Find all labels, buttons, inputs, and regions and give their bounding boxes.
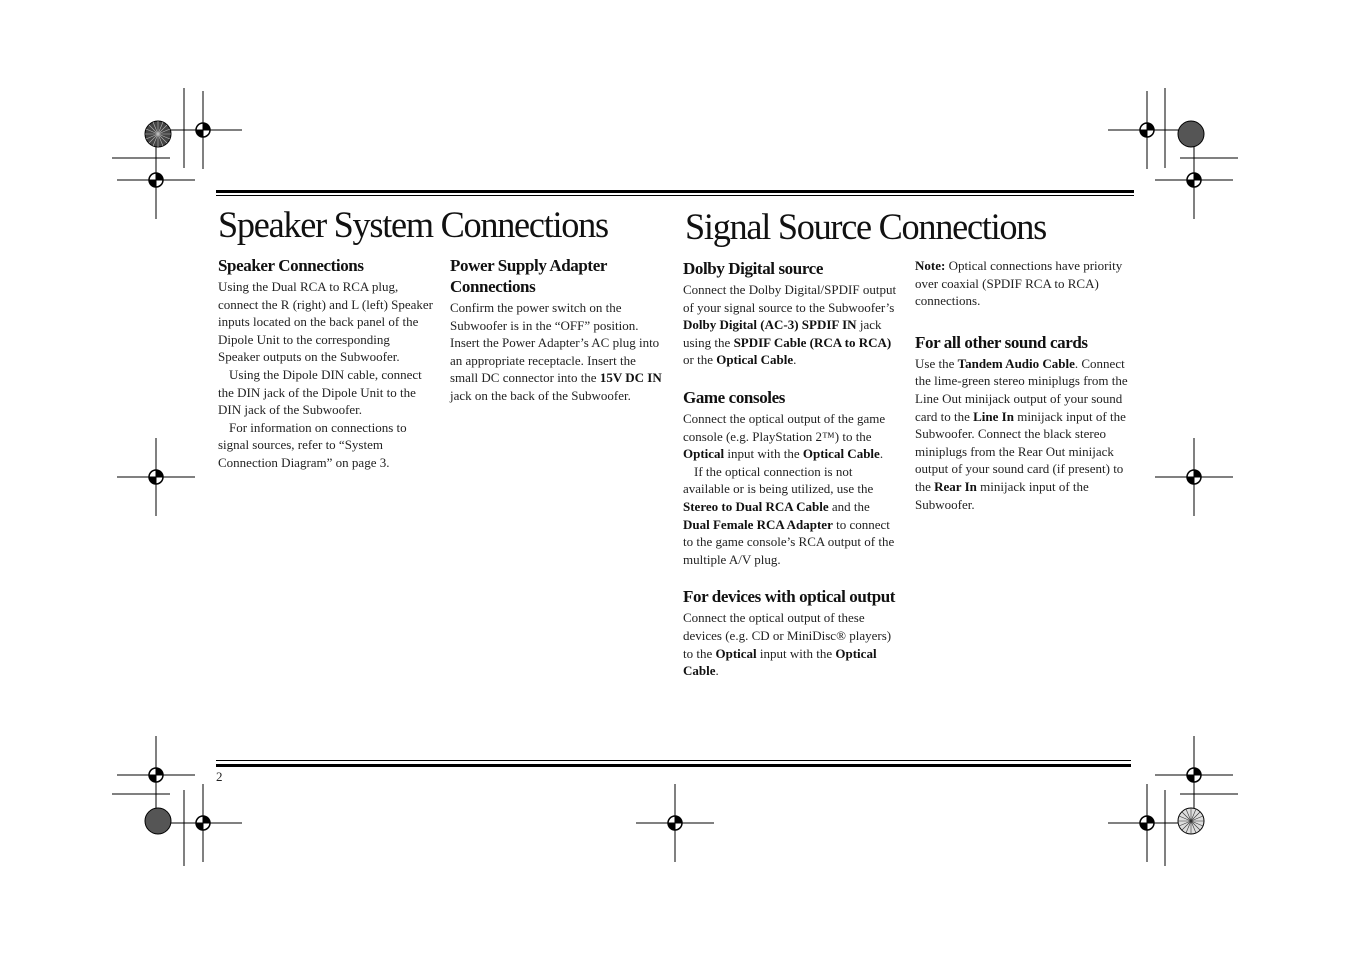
speaker-connections-section	[218, 255, 433, 472]
game-consoles-heading: Game consoles	[683, 387, 785, 407]
signal-source-col-2	[915, 257, 1130, 513]
registration-mark-icon	[1155, 141, 1233, 219]
registration-mark-icon	[1155, 438, 1233, 516]
speaker-connections-p3: For information on connections to signal sources, refer to “System Connection Diagram” on page 3.	[218, 419, 407, 470]
signal-source-col-1	[683, 258, 897, 680]
optical-devices-p1: Connect the optical output of these devices (e.g. CD or MiniDisc® players) to the Optical input with the Optical Cable.	[683, 610, 892, 679]
bottom-rule-thick	[216, 764, 1131, 767]
game-consoles-p1: Connect the optical output of the game console (e.g. PlayStation 2™) to the Optical input with the Optical Cable.	[683, 410, 886, 462]
speaker-connections-p1: Using the Dual RCA to RCA plug, connect the R (right) and L (left) Speaker inputs located on the back panel of the Dipole Unit to the corresponding Speaker outputs on the Subwoofer.	[218, 279, 434, 365]
other-sound-cards-p1: Use the Tandem Audio Cable. Connect the lime-green stereo miniplugs from the Line Out minijack output of your sound card to the Line In minijack input of the Subwoofer. Connect the black stereo miniplugs from the Rear Out minijack output of your sound card (if present) to the Rear In minijack input of the Subwoofer.	[915, 355, 1128, 512]
registration-mark-icon	[117, 438, 195, 516]
other-sound-cards-heading: For all other sound cards	[915, 332, 1088, 352]
game-consoles-p2: If the optical connection is not available or is being utilized, use the Stereo to Dual RCA Cable and the Dual Female RCA Adapter to connect to the game console’s RCA output of the multiple A/V plug.	[683, 463, 895, 567]
dolby-heading: Dolby Digital source	[683, 259, 823, 278]
density-disk-icon	[1177, 120, 1205, 148]
right-page-title: Signal Source Connections	[685, 207, 1046, 248]
bottom-rule-thin	[216, 760, 1131, 761]
speaker-connections-heading: Speaker Connections	[218, 256, 364, 275]
page-number: 2	[216, 769, 223, 784]
speaker-connections-p2: Using the Dipole DIN cable, connect the DIN jack of the Dipole Unit to the DIN jack of the Subwoofer.	[218, 366, 422, 418]
density-disk-icon	[144, 807, 172, 835]
power-supply-heading: Power Supply Adapter Connections	[450, 256, 607, 296]
registration-mark-icon	[636, 784, 714, 862]
registration-mark-icon	[164, 784, 242, 862]
top-rule-thin	[216, 195, 1134, 196]
note-paragraph: Note: Optical connections have priority over coaxial (SPDIF RCA to RCA) connections.	[915, 258, 1123, 309]
power-supply-p1: Confirm the power switch on the Subwoofer is in the “OFF” position. Insert the Power Adapter’s AC plug into an appropriate receptacle. Insert the small DC connector into the 15V DC IN jack on the back of the Subwoofer.	[450, 300, 662, 403]
star-target-icon	[144, 120, 172, 148]
dolby-p1: Connect the Dolby Digital/SPDIF output of your signal source to the Subwoofer’s Dolby Digital (AC-3) SPDIF IN jack using the SPDIF Cable (RCA to RCA) or the Optical Cable.	[683, 282, 897, 368]
registration-mark-icon	[117, 141, 195, 219]
power-supply-section	[450, 255, 662, 405]
optical-devices-heading: For devices with optical output	[683, 587, 896, 607]
top-rule-thick	[216, 190, 1134, 193]
registration-mark-icon	[1108, 784, 1186, 862]
star-target-icon	[1177, 807, 1205, 835]
left-page-title: Speaker System Connections	[218, 205, 608, 246]
